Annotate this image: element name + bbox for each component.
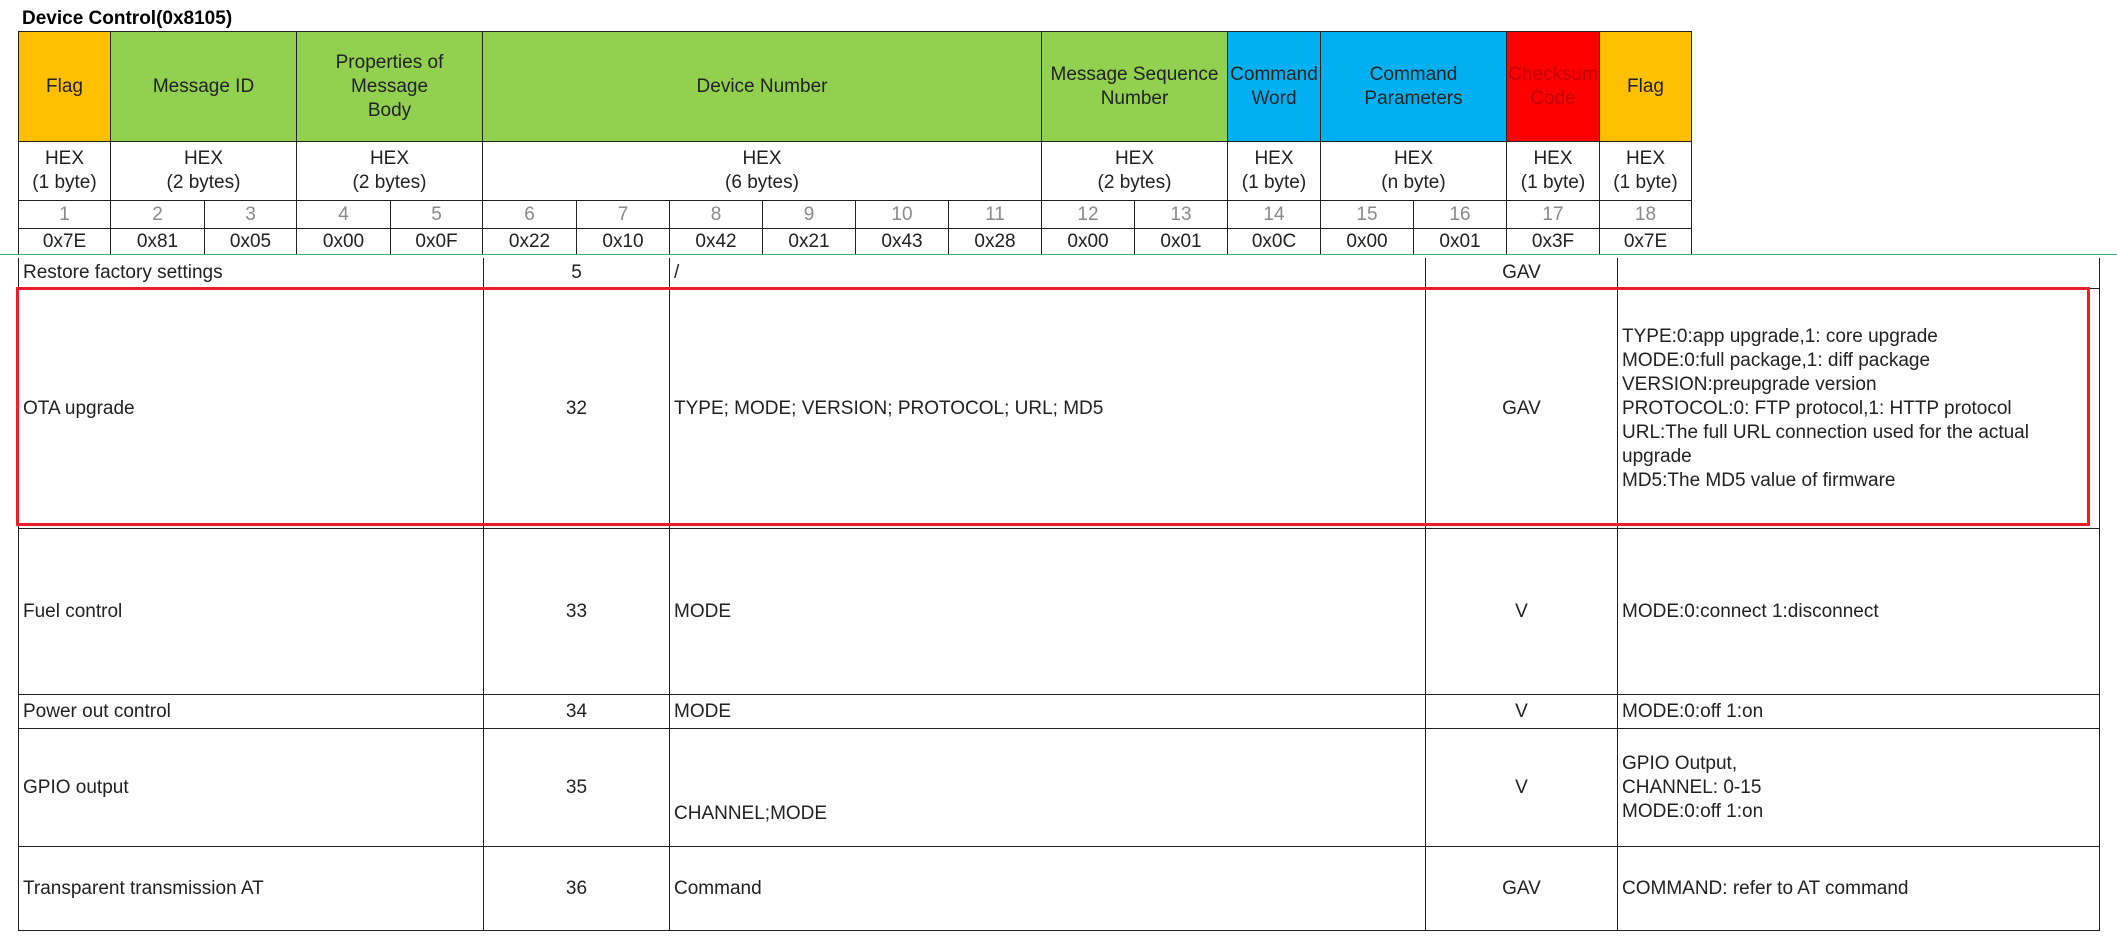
byte-index-14 <box>1320 200 1414 229</box>
byte-value-7 <box>669 228 763 255</box>
command-code: 33 <box>565 600 588 622</box>
byte-index-16 <box>1506 200 1600 229</box>
header-type-7-text: HEX (1 byte) <box>1520 148 1586 193</box>
byte-value-3 <box>296 228 391 255</box>
byte-index-7 <box>669 200 763 229</box>
header-type-0-text: HEX (1 byte) <box>32 148 97 193</box>
command-support: GAV <box>1502 397 1541 419</box>
byte-index-6-text: 7 <box>617 203 629 225</box>
command-name: GPIO output <box>23 776 129 798</box>
byte-index-0-text: 1 <box>59 203 70 225</box>
header-type-6 <box>1320 141 1507 201</box>
byte-index-10-text: 11 <box>985 203 1005 225</box>
command-notes-cell <box>1617 528 2100 695</box>
command-code: 32 <box>565 397 588 419</box>
header-field-2-text: Properties of Message Body <box>335 51 444 121</box>
byte-index-2 <box>204 200 297 229</box>
command-params: MODE <box>674 700 731 722</box>
header-type-0 <box>18 141 111 201</box>
command-support: V <box>1515 600 1528 622</box>
byte-index-14-text: 15 <box>1356 203 1378 225</box>
byte-value-6-text: 0x10 <box>602 230 644 252</box>
divider-line <box>0 254 2117 255</box>
byte-index-12-text: 13 <box>1170 203 1192 225</box>
command-notes: MODE:0:connect 1:disconnect <box>1622 600 1879 622</box>
byte-value-10 <box>948 228 1042 255</box>
command-name: Fuel control <box>23 600 123 622</box>
byte-index-16-text: 17 <box>1542 203 1564 225</box>
header-field-4-text: Message Sequence Number <box>1050 63 1219 109</box>
header-type-6-text: HEX (n byte) <box>1381 148 1446 193</box>
byte-index-11 <box>1041 200 1135 229</box>
header-field-1-text: Message ID <box>152 75 255 97</box>
byte-value-5-text: 0x22 <box>508 230 551 252</box>
byte-index-13 <box>1227 200 1321 229</box>
command-support-cell <box>1425 258 1618 289</box>
header-field-3 <box>482 31 1042 142</box>
command-support: GAV <box>1502 877 1541 899</box>
byte-index-11-text: 12 <box>1077 203 1099 225</box>
header-field-5-text: Command Word <box>1230 63 1318 109</box>
byte-value-4-text: 0x0F <box>415 230 458 252</box>
command-notes: MODE:0:off 1:on <box>1622 700 1764 722</box>
header-field-4 <box>1041 31 1228 142</box>
byte-index-15 <box>1413 200 1507 229</box>
page-title: Device Control(0x8105) <box>22 8 233 29</box>
header-type-5-text: HEX (1 byte) <box>1241 148 1307 193</box>
byte-value-7-text: 0x42 <box>695 230 737 252</box>
command-name: Power out control <box>23 700 171 722</box>
byte-value-2 <box>204 228 297 255</box>
byte-value-12 <box>1134 228 1228 255</box>
command-code-cell <box>483 258 670 289</box>
header-type-2 <box>296 141 483 201</box>
header-type-8-text: HEX (1 byte) <box>1613 148 1678 193</box>
header-field-3-text: Device Number <box>696 75 828 97</box>
header-type-2-text: HEX (2 bytes) <box>352 148 427 193</box>
header-type-4 <box>1041 141 1228 201</box>
byte-value-13-text: 0x0C <box>1251 230 1297 252</box>
command-support: V <box>1515 776 1528 798</box>
byte-value-16-text: 0x3F <box>1531 230 1575 252</box>
command-support: V <box>1515 700 1528 722</box>
byte-value-13 <box>1227 228 1321 255</box>
command-name: Restore factory settings <box>23 262 223 283</box>
command-name-cell <box>18 694 484 729</box>
header-type-7 <box>1506 141 1600 201</box>
header-field-8 <box>1599 31 1692 142</box>
command-name-cell <box>18 846 484 931</box>
command-name-cell <box>18 258 484 289</box>
byte-index-10 <box>948 200 1042 229</box>
byte-index-8-text: 9 <box>803 203 815 225</box>
header-field-0-text: Flag <box>46 75 83 97</box>
header-field-7-text: Checksum Code <box>1508 63 1598 109</box>
header-field-1 <box>110 31 297 142</box>
command-support: GAV <box>1502 262 1541 283</box>
highlight-box <box>16 287 2090 526</box>
byte-index-12 <box>1134 200 1228 229</box>
command-params: TYPE; MODE; VERSION; PROTOCOL; URL; MD5 <box>674 397 1104 419</box>
header-field-6-text: Command Parameters <box>1364 63 1463 109</box>
byte-value-9-text: 0x43 <box>881 230 923 252</box>
header-type-8 <box>1599 141 1692 201</box>
byte-value-6 <box>576 228 670 255</box>
command-params-cell <box>669 728 1426 847</box>
command-support-cell <box>1425 846 1618 931</box>
byte-value-2-text: 0x05 <box>229 230 272 252</box>
byte-value-14 <box>1320 228 1414 255</box>
header-type-4-text: HEX (2 bytes) <box>1097 148 1172 193</box>
command-notes-cell <box>1617 728 2100 847</box>
command-params-cell <box>669 258 1426 289</box>
command-params: MODE <box>674 600 731 622</box>
command-code: 34 <box>565 700 588 722</box>
command-name-cell <box>18 528 484 695</box>
header-field-8-text: Flag <box>1627 75 1664 97</box>
header-field-7 <box>1506 31 1600 142</box>
byte-index-1 <box>110 200 205 229</box>
byte-value-0 <box>18 228 111 255</box>
byte-value-11-text: 0x00 <box>1067 230 1109 252</box>
byte-value-17-text: 0x7E <box>1623 230 1668 252</box>
command-code: 5 <box>571 262 582 283</box>
byte-index-4-text: 5 <box>431 203 442 225</box>
byte-value-15 <box>1413 228 1507 255</box>
command-support-cell <box>1425 528 1618 695</box>
header-field-6 <box>1320 31 1507 142</box>
byte-index-9-text: 10 <box>891 203 913 225</box>
header-field-0 <box>18 31 111 142</box>
byte-value-1-text: 0x81 <box>136 230 179 252</box>
header-field-2 <box>296 31 483 142</box>
command-name-cell <box>18 728 484 847</box>
byte-index-9 <box>855 200 949 229</box>
byte-index-2-text: 3 <box>245 203 256 225</box>
byte-value-5 <box>482 228 577 255</box>
byte-value-9 <box>855 228 949 255</box>
byte-index-17 <box>1599 200 1692 229</box>
byte-index-4 <box>390 200 483 229</box>
command-params-cell <box>669 694 1426 729</box>
byte-value-17 <box>1599 228 1692 255</box>
command-params-cell <box>669 528 1426 695</box>
byte-value-10-text: 0x28 <box>974 230 1016 252</box>
header-type-1-text: HEX (2 bytes) <box>166 148 241 193</box>
command-notes-cell <box>1617 694 2100 729</box>
header-field-5 <box>1227 31 1321 142</box>
byte-index-15-text: 16 <box>1449 203 1471 225</box>
byte-value-16 <box>1506 228 1600 255</box>
command-params: Command <box>674 877 762 899</box>
command-notes-cell <box>1617 258 2100 289</box>
command-notes: TYPE:0:app upgrade,1: core upgrade MODE:0:full package,1: diff package VERSION:preupgrade version PROTOCOL:0: FTP protocol,1: HTTP protocol URL:The full URL connection used for the actual upgrade MD5:The MD5 value of firmware <box>1622 325 2029 491</box>
header-type-3 <box>482 141 1042 201</box>
byte-index-13-text: 14 <box>1263 203 1285 225</box>
command-params: CHANNEL;MODE <box>674 803 828 824</box>
byte-value-15-text: 0x01 <box>1439 230 1481 252</box>
command-notes: GPIO Output, CHANNEL: 0-15 MODE:0:off 1:on <box>1622 752 1764 822</box>
command-code-cell <box>483 846 670 931</box>
byte-index-5-text: 6 <box>524 203 535 225</box>
byte-value-8-text: 0x21 <box>788 230 830 252</box>
byte-value-14-text: 0x00 <box>1346 230 1388 252</box>
byte-index-7-text: 8 <box>710 203 722 225</box>
command-name: Transparent transmission AT <box>23 877 264 899</box>
header-type-5 <box>1227 141 1321 201</box>
command-params-cell <box>669 846 1426 931</box>
command-code-cell <box>483 694 670 729</box>
command-support-cell <box>1425 694 1618 729</box>
command-code-cell <box>483 528 670 695</box>
byte-index-8 <box>762 200 856 229</box>
command-name: OTA upgrade <box>23 397 135 419</box>
byte-value-3-text: 0x00 <box>322 230 365 252</box>
command-params: / <box>674 262 680 283</box>
byte-index-3 <box>296 200 391 229</box>
command-notes-cell <box>1617 846 2100 931</box>
byte-index-5 <box>482 200 577 229</box>
byte-value-0-text: 0x7E <box>42 230 87 252</box>
byte-index-1-text: 2 <box>152 203 163 225</box>
byte-value-8 <box>762 228 856 255</box>
byte-index-0 <box>18 200 111 229</box>
byte-index-3-text: 4 <box>338 203 349 225</box>
command-notes: COMMAND: refer to AT command <box>1622 877 1909 899</box>
command-support-cell <box>1425 728 1618 847</box>
command-code: 35 <box>565 776 588 798</box>
header-type-1 <box>110 141 297 201</box>
byte-index-17-text: 18 <box>1634 203 1657 225</box>
command-code: 36 <box>565 877 588 899</box>
byte-value-4 <box>390 228 483 255</box>
byte-value-11 <box>1041 228 1135 255</box>
header-type-3-text: HEX (6 bytes) <box>725 148 799 193</box>
byte-value-1 <box>110 228 205 255</box>
byte-value-12-text: 0x01 <box>1160 230 1202 252</box>
command-code-cell <box>483 728 670 847</box>
byte-index-6 <box>576 200 670 229</box>
